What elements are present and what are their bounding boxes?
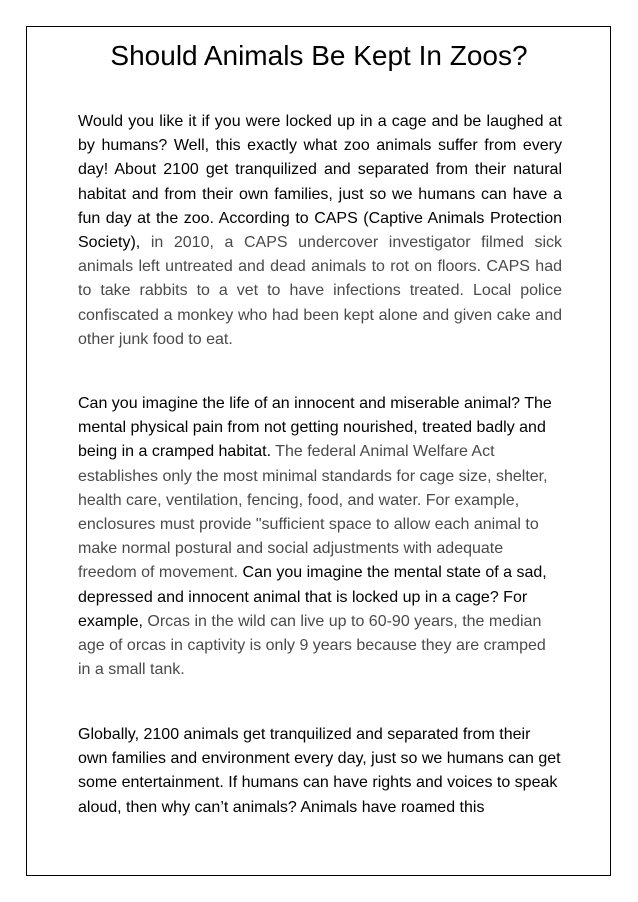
paragraph-1-quote: in 2010, a CAPS undercover investigator filmed sick animals left untreated and dead animals to rot on floors. CAPS had to take rabbits to a vet to have infections treated. Local police confiscated a monkey who had been kept alone and given cake and other junk food to eat. [78, 234, 562, 348]
paragraph-1 [78, 110, 562, 352]
paragraph-2 [78, 392, 562, 682]
paragraph-2-quote-b: Orcas in the wild can live up to 60-90 years, the median age of orcas in captivity is only 9 years because they are cramped in a small tank. [78, 612, 546, 679]
paragraph-3 [78, 723, 562, 820]
paragraph-1-text: Would you like it if you were locked up in a cage and be laughed at by humans? Well, this exactly what zoo animals suffer from every day! About 2100 get tranquilized and separated from their natural habitat and from their own families, just so we humans can have a fun day at the zoo. According to CAPS (Captive Animals Protection Society), [78, 113, 562, 252]
paragraph-2-quote-a: The federal Animal Welfare Act establishes only the most minimal standards for cage size, shelter, health care, ventilation, fencing, food, and water. For example, enclosures must provide "sufficient space to allow each animal to make normal postural and social adjustments with adequate freedom of movement. [78, 443, 548, 582]
paragraph-2-text-b: Can you imagine the mental state of a sad, depressed and innocent animal that is locked up in a cage? For example, [78, 564, 547, 630]
paragraph-3-text: Globally, 2100 animals get tranquilized and separated from their own families and environment every day, just so we humans can get some entertainment. If humans can have rights and voices to speak aloud, then why can’t animals? Animals have roamed this [78, 726, 561, 816]
page-title: Should Animals Be Kept In Zoos? [110, 40, 528, 71]
paragraph-2-text-a: Can you imagine the life of an innocent and miserable animal? The mental physical pain from not getting nourished, treated badly and being in a cramped habitat. [78, 395, 552, 461]
